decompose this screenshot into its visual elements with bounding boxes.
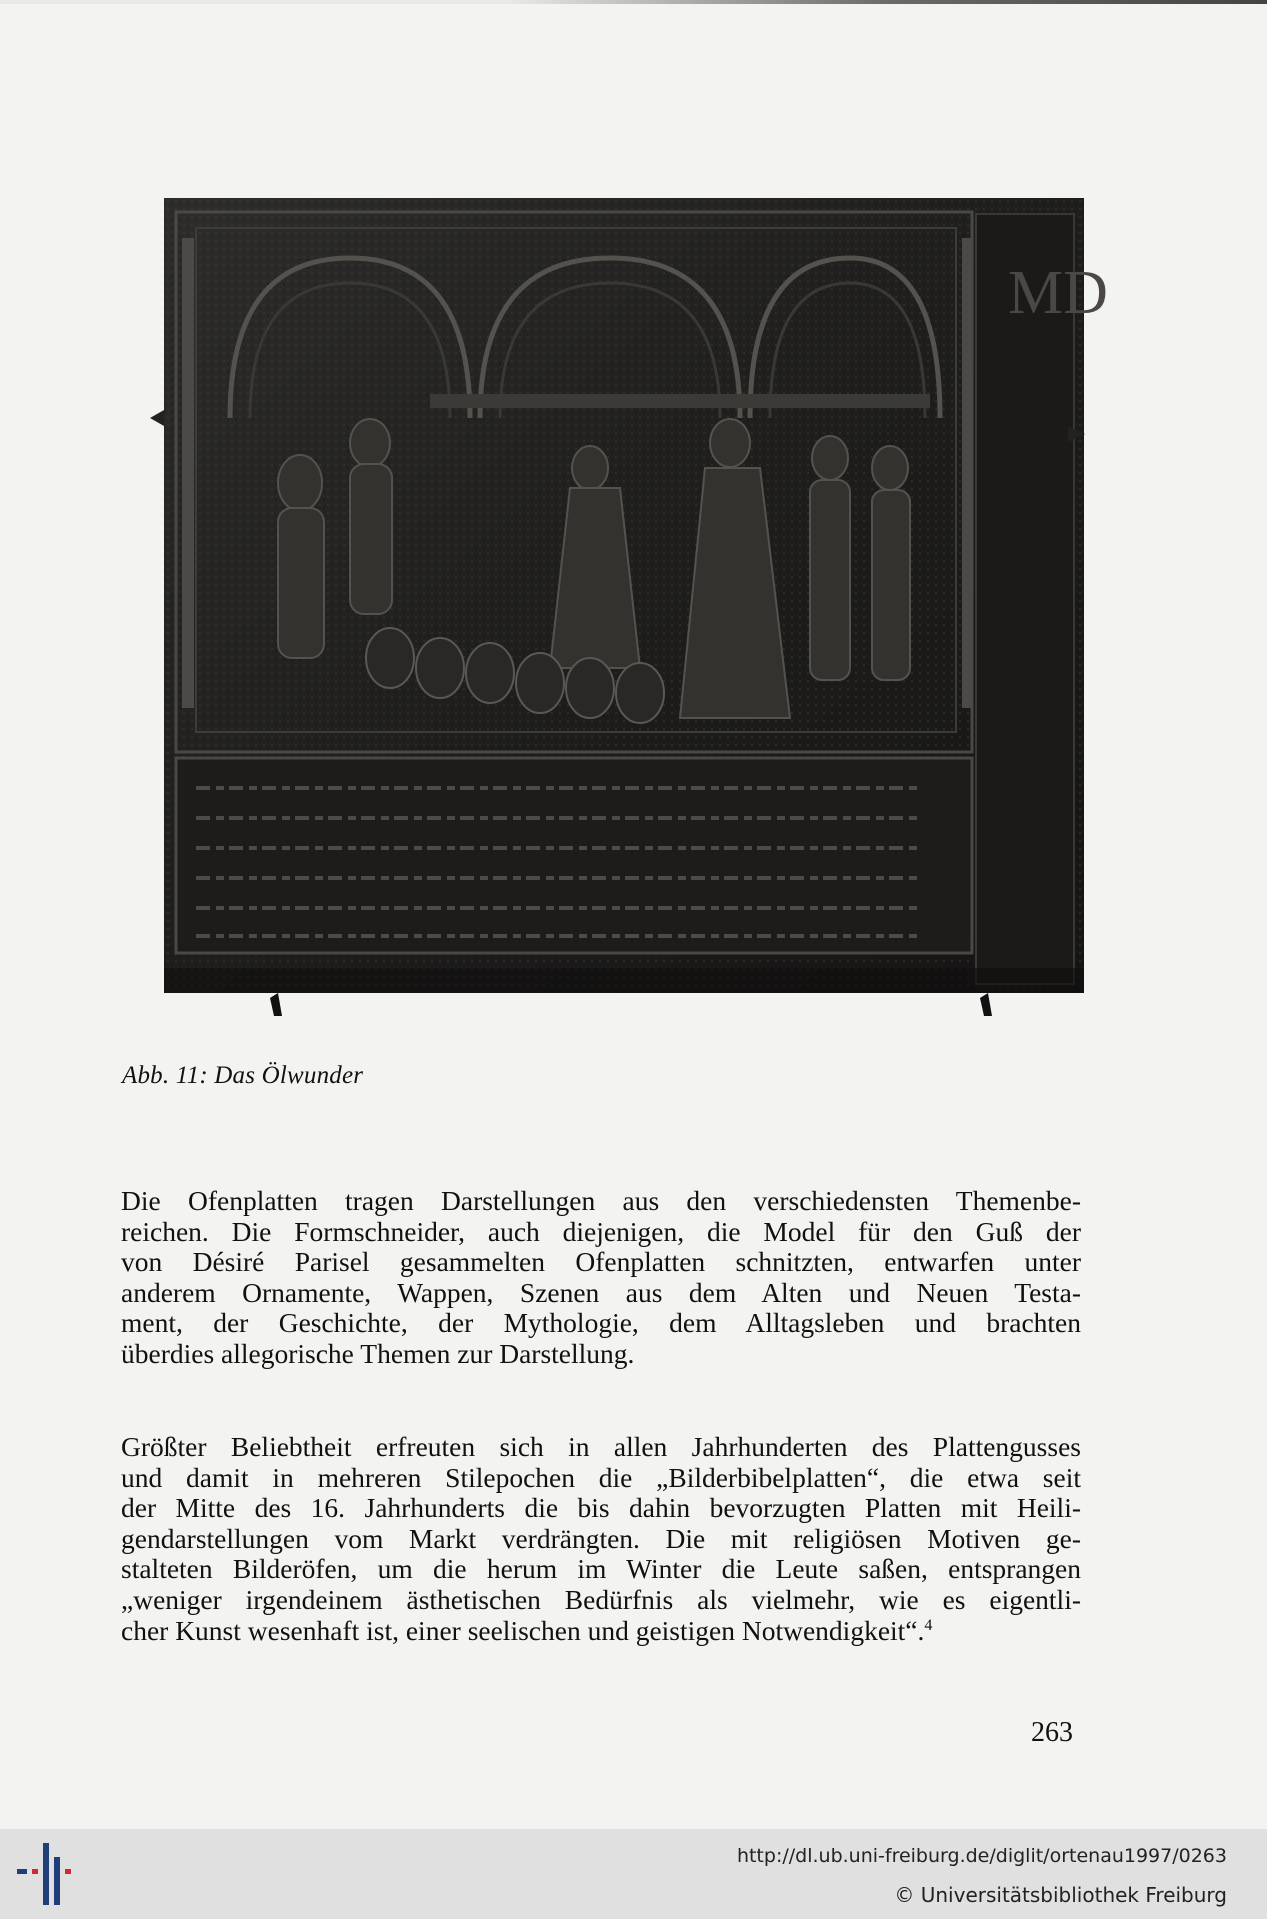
ub-freiburg-logo-icon[interactable]	[15, 1839, 81, 1909]
monogram-text: MD	[1008, 259, 1108, 327]
text-line: Die Ofenplatten tragen Darstellungen aus den verschiedensten Themenbe-	[121, 1185, 1081, 1216]
footer-copyright: © Universitätsbibliothek Freiburg	[894, 1883, 1227, 1907]
text-line: stalteten Bilderöfen, um die herum im Winter die Leute saßen, entsprangen	[121, 1553, 1081, 1585]
text-line: cher Kunst wesenhaft ist, einer seelischen und geistigen Notwendigkeit“.	[121, 1614, 925, 1646]
text-line: anderem Ornamente, Wappen, Szenen aus dem Alten und Neuen Testa-	[121, 1276, 1081, 1308]
text-line: Größter Beliebtheit erfreuten sich in allen Jahrhunderten des Plattengusses	[121, 1431, 1081, 1462]
paragraph-1	[121, 1186, 1081, 1370]
text-line: „weniger irgendeinem ästhetischen Bedürfnis als vielmehr, wie es eigentli-	[121, 1583, 1081, 1615]
stove-plate-photo	[150, 198, 1108, 1016]
text-line: von Désiré Parisel gesammelten Ofenplatten schnitzten, entwarfen unter	[121, 1246, 1081, 1278]
footer-bar	[0, 1829, 1267, 1919]
scan-edge-shadow	[0, 0, 1267, 4]
text-line-last	[121, 1616, 1081, 1647]
footnote-ref[interactable]: 4	[924, 1616, 933, 1634]
figure-caption: Abb. 11: Das Ölwunder	[122, 1062, 364, 1089]
text-line: gendarstellungen vom Markt verdrängten. Die mit religiösen Motiven ge-	[121, 1522, 1081, 1554]
mounting-pin-left	[150, 410, 164, 426]
text-line: reichen. Die Formschneider, auch diejenigen, die Model für den Guß der	[121, 1215, 1081, 1247]
text-line: der Mitte des 16. Jahrhunderts die bis dahin bevorzugten Platten mit Heili-	[121, 1492, 1081, 1524]
paragraph-2	[121, 1432, 1081, 1646]
page-number: 263	[1031, 1717, 1073, 1748]
text-line: überdies allegorische Themen zur Darstellung.	[121, 1337, 635, 1369]
text-line: und damit in mehreren Stilepochen die „Bilderbibelplatten“, die etwa seit	[121, 1461, 1081, 1493]
footer-url-link[interactable]: http://dl.ub.uni-freiburg.de/diglit/ortenau1997/0263	[736, 1845, 1227, 1867]
text-line: ment, der Geschichte, der Mythologie, dem Alltagsleben und brachten	[121, 1307, 1081, 1339]
